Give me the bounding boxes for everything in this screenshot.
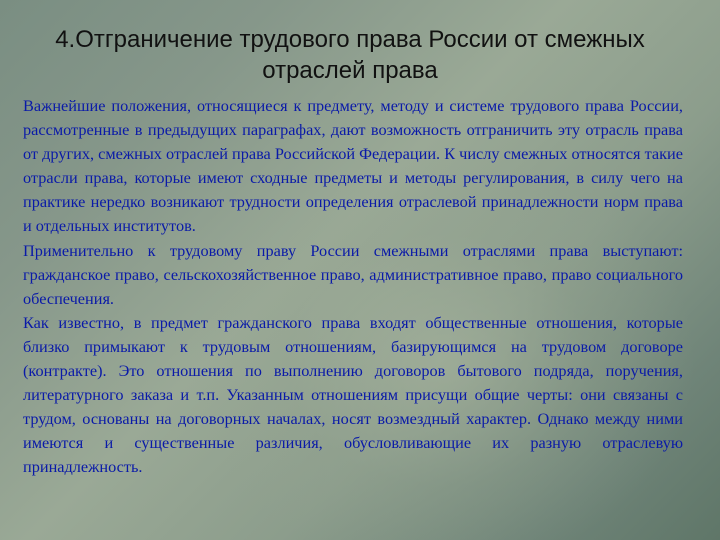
paragraph-2: Применительно к трудовому праву России смежными отраслями права выступают: гражданское право, сельскохозяйственное право, административное право, право социального обеспечения. bbox=[23, 240, 683, 308]
paragraph-1: Важнейшие положения, относящиеся к предмету, методу и системе трудового права России, рассмотренные в предыдущих параграфах, дают возможность отграничить эту отрасль права от других, смежных отраслей права Российской Федерации. К числу смежных относятся такие отрасли права, которые имеют сходные предметы и методы регулирования, в силу чего на практике нередко возникают трудности определения отраслевой принадлежности норм права и отдельных институтов. bbox=[23, 96, 683, 236]
slide-body bbox=[23, 94, 683, 480]
paragraph-3: Как известно, в предмет гражданского права входят общественные отношения, которые близко примыкают к трудовым отношениям, базирующимся на трудовом договоре (контракте). Это отношения по выполнению договоров бытового подряда, поручения, литературного заказа и т.п. Указанным отношениям присущи общие черты: они связаны с трудом, основаны на договорных началах, носят возмездный характер. Однако между ними имеются и существенные различия, обусловливающие их разную отраслевую принадлежность. bbox=[23, 312, 683, 477]
slide-title: 4.Отграничение трудового права России от смежных отраслей права bbox=[55, 26, 645, 84]
